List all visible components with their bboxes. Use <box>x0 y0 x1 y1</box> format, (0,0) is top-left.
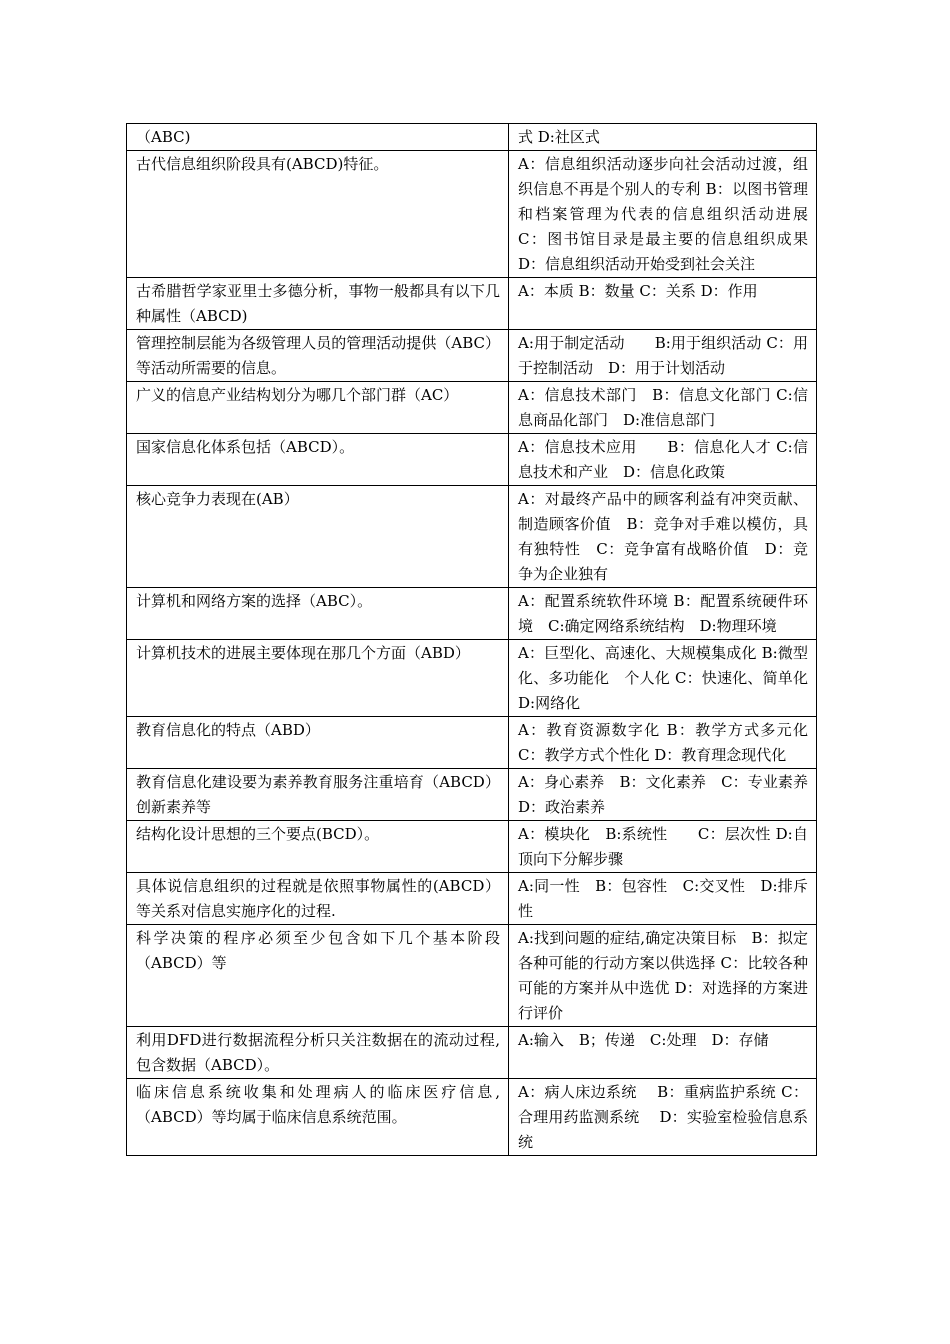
question-cell: 教育信息化建设要为素养教育服务注重培育（ABCD）创新素养等 <box>127 769 509 821</box>
options-cell: A:找到问题的症结,确定决策目标 B：拟定各种可能的行动方案以供选择 C：比较各种可能的方案并从中选优 D：对选择的方案进行评价 <box>509 925 817 1027</box>
options-cell: 式 D:社区式 <box>509 124 817 151</box>
question-cell: （ABC) <box>127 124 509 151</box>
question-cell: 计算机和网络方案的选择（ABC）。 <box>127 588 509 640</box>
options-cell: A：病人床边系统 B：重病监护系统 C：合理用药监测系统 D：实验室检验信息系统 <box>509 1079 817 1156</box>
options-cell: A：信息技术部门 B：信息文化部门 C:信息商品化部门 D:准信息部门 <box>509 382 817 434</box>
table-row <box>127 278 817 330</box>
question-cell: 临床信息系统收集和处理病人的临床医疗信息,（ABCD）等均属于临床信息系统范围。 <box>127 1079 509 1156</box>
question-cell: 利用DFD进行数据流程分析只关注数据在的流动过程,包含数据（ABCD）。 <box>127 1027 509 1079</box>
question-cell: 古代信息组织阶段具有(ABCD)特征。 <box>127 151 509 278</box>
question-table <box>126 123 824 1156</box>
question-cell: 国家信息化体系包括（ABCD）。 <box>127 434 509 486</box>
options-cell: A：信息技术应用 B：信息化人才 C:信息技术和产业 D：信息化政策 <box>509 434 817 486</box>
table-row <box>127 1079 817 1156</box>
question-cell: 结构化设计思想的三个要点(BCD）。 <box>127 821 509 873</box>
table-row <box>127 1027 817 1079</box>
table-row <box>127 124 817 151</box>
options-cell: A：对最终产品中的顾客利益有冲突贡献、制造顾客价值 B：竞争对手难以模仿，具有独特性 C：竞争富有战略价值 D：竞争为企业独有 <box>509 486 817 588</box>
options-cell: A：身心素养 B：文化素养 C：专业素养 D：政治素养 <box>509 769 817 821</box>
table-row <box>127 382 817 434</box>
options-cell: A：模块化 B:系统性 C：层次性 D:自顶向下分解步骤 <box>509 821 817 873</box>
options-cell: A:用于制定活动 B:用于组织活动 C：用于控制活动 D：用于计划活动 <box>509 330 817 382</box>
question-cell: 广义的信息产业结构划分为哪几个部门群（AC） <box>127 382 509 434</box>
table-row <box>127 769 817 821</box>
table-row <box>127 873 817 925</box>
question-cell: 核心竞争力表现在(AB） <box>127 486 509 588</box>
question-table-body <box>127 124 824 1156</box>
table-row <box>127 717 817 769</box>
question-cell: 具体说信息组织的过程就是依照事物属性的(ABCD）等关系对信息实施序化的过程. <box>127 873 509 925</box>
question-cell: 古希腊哲学家亚里士多德分析，事物一般都具有以下几种属性（ABCD) <box>127 278 509 330</box>
table-row <box>127 588 817 640</box>
question-cell: 科学决策的程序必须至少包含如下几个基本阶段（ABCD）等 <box>127 925 509 1027</box>
table-row <box>127 151 817 278</box>
table-row <box>127 330 817 382</box>
options-cell: A：配置系统软件环境 B：配置系统硬件环境 C:确定网络系统结构 D:物理环境 <box>509 588 817 640</box>
table-row <box>127 821 817 873</box>
options-cell: A：教育资源数字化 B：教学方式多元化 C：教学方式个性化 D：教育理念现代化 <box>509 717 817 769</box>
table-row <box>127 640 817 717</box>
options-cell: A：巨型化、高速化、大规模集成化 B:微型化、多功能化 个人化 C：快速化、简单化 D:网络化 <box>509 640 817 717</box>
options-cell: A:输入 B；传递 C:处理 D：存储 <box>509 1027 817 1079</box>
table-row <box>127 486 817 588</box>
table-row <box>127 925 817 1027</box>
options-cell: A：本质 B：数量 C：关系 D：作用 <box>509 278 817 330</box>
question-cell: 教育信息化的特点（ABD） <box>127 717 509 769</box>
table-row <box>127 434 817 486</box>
question-cell: 计算机技术的进展主要体现在那几个方面（ABD） <box>127 640 509 717</box>
question-cell: 管理控制层能为各级管理人员的管理活动提供（ABC）等活动所需要的信息。 <box>127 330 509 382</box>
options-cell: A：信息组织活动逐步向社会活动过渡，组织信息不再是个别人的专利 B：以图书管理和档案管理为代表的信息组织活动进展 C：图书馆目录是最主要的信息组织成果 D：信息组织活动开始受到社会关注 <box>509 151 817 278</box>
options-cell: A:同一性 B：包容性 C:交叉性 D:排斥性 <box>509 873 817 925</box>
